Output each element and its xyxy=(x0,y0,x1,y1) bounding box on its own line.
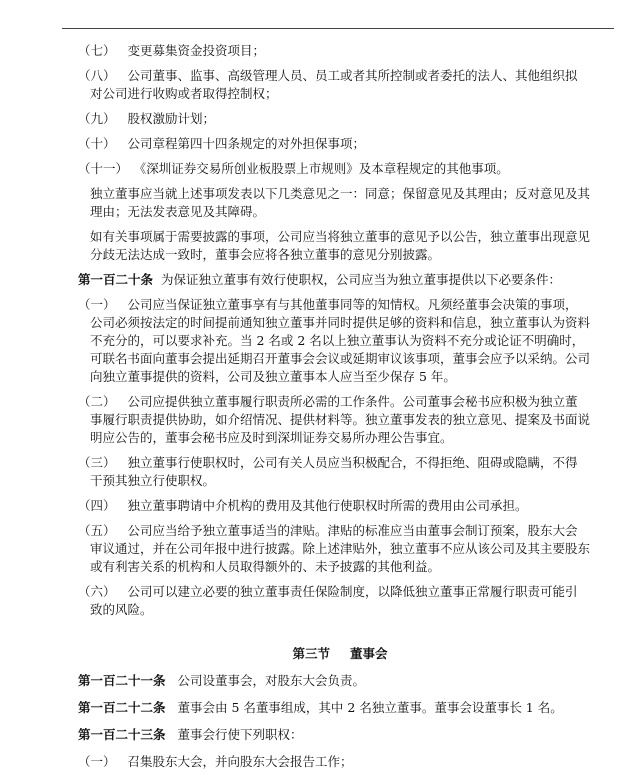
article-123: 第一百二十三条 董事会行使下列职权： xyxy=(78,727,303,742)
list-item: （一） 召集股东大会，并向股东大会报告工作； xyxy=(78,754,353,769)
list-item: （十） 公司章程第四十四条规定的对外担保事项； xyxy=(78,136,366,151)
list-item: （五） 公司应当给予独立董事适当的津贴。津贴的标准应当由董事会制订预案，股东大会审议通过，并在公司年报中进行披露。除上述津贴外，独立董事不应从该公司及其主要股东或有利害关系的机构和人员取得额外的、未予披露的其他利益。 xyxy=(78,523,591,574)
disclosure-paragraph: 如有关事项属于需要披露的事项，公司应当将独立董事的意见予以公告，独立董事出现意见分歧无法达成一致时，董事会应将各独立董事的意见分别披露。 xyxy=(90,229,591,262)
section-heading xyxy=(90,645,590,663)
list-item: （九） 股权激励计划； xyxy=(78,111,216,126)
list-item: （四） 独立董事聘请中介机构的费用及其他行使职权时所需的费用由公司承担。 xyxy=(78,498,528,513)
article-122: 第一百二十二条 董事会由 5 名董事组成，其中 2 名独立董事。董事会设董事长 1 名。 xyxy=(78,700,563,715)
list-item: （八） 公司董事、监事、高级管理人员、员工或者其所控制或者委托的法人、其他组织拟对公司进行收购或者取得控制权； xyxy=(78,68,578,101)
article-120: 第一百二十条 为保证独立董事有效行使职权，公司应当为独立董事提供以下必要条件： xyxy=(78,272,562,287)
list-item: （六） 公司可以建立必要的独立董事责任保险制度，以降低独立董事正常履行职责可能引致的风险。 xyxy=(78,584,578,617)
header-rule xyxy=(62,28,614,29)
opinion-paragraph: 独立董事应当就上述事项发表以下几类意见之一：同意；保留意见及其理由；反对意见及其理由；无法发表意见及其障碍。 xyxy=(90,186,591,219)
article-121: 第一百二十一条 公司设董事会，对股东大会负责。 xyxy=(78,673,366,688)
list-item: （三） 独立董事行使职权时，公司有关人员应当积极配合，不得拒绝、阻碍或隐瞒，不得干预其独立行使职权。 xyxy=(78,455,578,488)
section-title: 董事会 xyxy=(350,646,388,661)
list-item: （二） 公司应提供独立董事履行职责所必需的工作条件。公司董事会秘书应积极为独立董事履行职责提供协助，如介绍情况、提供材料等。独立董事发表的独立意见、提案及书面说明应公告的，董事会秘书应及时到深圳证券交易所办理公告事宜。 xyxy=(78,394,591,445)
document-page xyxy=(78,42,591,778)
list-item: （十一） 《深圳证券交易所创业板股票上市规则》及本章程规定的其他事项。 xyxy=(78,161,509,176)
section-number: 第三节 xyxy=(292,646,330,661)
list-item: （一） 公司应当保证独立董事享有与其他董事同等的知情权。凡须经董事会决策的事项，公司必须按法定的时间提前通知独立董事并同时提供足够的资料和信息，独立董事认为资料不充分的，可以要求补充。当 2 名或 2 名以上独立董事认为资料不充分或论证不明确时，可联名书面向董事会提出延期召开董事会会议或延期审议该事项，董事会应予以采纳。公司向独立董事提供的资料，公司及独立董事本人应当至少保存 5 年。 xyxy=(78,297,591,384)
list-item: （七） 变更募集资金投资项目； xyxy=(78,43,266,58)
